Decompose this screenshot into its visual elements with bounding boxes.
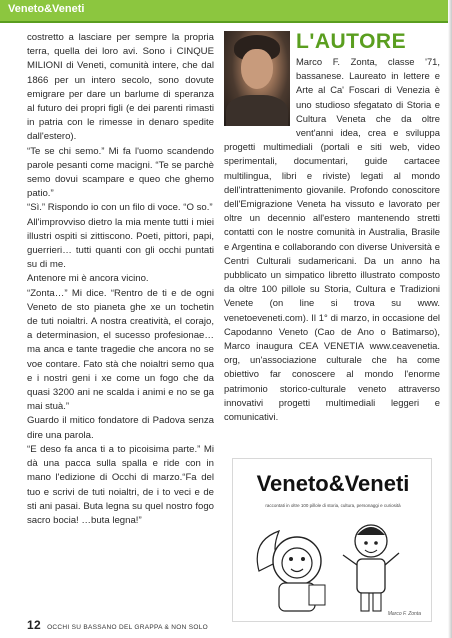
logo-title: Veneto&Veneti <box>256 471 410 496</box>
article-paragraph: “Sì.” Rispondo io con un filo di voce. “O so.” <box>27 202 213 214</box>
author-photo <box>224 31 290 126</box>
article-paragraph: “E deso fa anca ti a to picoisima parte.” Mi dà una pacca sulla spalla e ride con in mano l'edizione di Occhi di marzo.“Fa del tuo e scrivi de tuti noialtri, de i to veci e de sti ani pasai. Buta legna su quel nostro fogo sacro bocia! …buta legna!” <box>27 443 214 526</box>
author-column <box>224 31 440 424</box>
page-edge-shadow <box>448 0 452 638</box>
book-logo-illustration <box>232 458 432 622</box>
section-title: Veneto&Veneti <box>8 3 85 15</box>
page-number: 12 <box>27 618 41 632</box>
article-paragraph: “Zonta…” Mi dice. “Rentro de ti e de ogni Veneto de sto pianeta ghe xe un tochetin de tuti noialtri. A nostra creatività, el corajo, a determinasion, el sucesso profesionae… ma anca e tante tragedie che ancora no se voe contare. Fato stà che noialtri semo qua e i nostri geni i xe come un fogo che da quasi 3200 ani ne scalda i animi e no se ga mai stuà.” <box>27 287 214 413</box>
article-column <box>27 31 214 528</box>
author-heading: L'AUTORE <box>296 30 407 53</box>
publication-name: OCCHI SU BASSANO DEL GRAPPA & NON SOLO <box>47 624 209 631</box>
lion-and-character-illustration <box>249 511 421 615</box>
article-paragraph: costretto a lasciare per sempre la propria terra, quella dei loro avi. Sono i CINQUE MILIONI di Veneti, comunità intere, che dal 1866 per un intero secolo, sono dovute emigrare per dare un barlume di speranza al futuro dei propri figli (e dei parenti rimasti in patria con le rimesse in denaro spedite dall'estero). <box>27 32 214 143</box>
article-paragraph: “Te se chi semo.” Mi fa l'uomo scandendo parole pesanti come macigni. “Te se parchè semo dovui scampare e queo che ghemo patio.” <box>27 145 214 200</box>
logo-tagline: raccontati in oltre 100 pillole di storia, cultura, personaggi e curiosità <box>265 503 401 508</box>
page-footer <box>27 618 427 632</box>
article-paragraph: All'improvviso dietro la mia mente tutti i miei illustri ospiti si zittiscono. Poeti, pittori, papi, guerrieri… tutti quanti con gli occhi puntati su di me. <box>27 216 214 271</box>
article-paragraph: Guardo il mitico fondatore di Padova senza dire una parola. <box>27 415 214 441</box>
article-paragraph: Antenore mi è ancora vicino. <box>27 273 149 285</box>
illustrator-signature: Marco F. Zonta <box>387 611 421 617</box>
header-divider <box>0 21 452 23</box>
section-header <box>0 0 452 21</box>
author-bio: Marco F. Zonta, classe '71, bassanese. Laureato in lettere e Arte al Ca' Foscari di Venezia è uno studioso sfegatato di Storia e Cultura Veneta che da oltre vent'anni idea, crea e sviluppa progetti multimediali (portali e siti web, video sperimentali, documentari, guide cartacee multilingua, libri e riviste) legati al mondo dell'intrattenimento giovanile. Profondo conoscitore dell'Emigrazione Veneta ha vissuto e lavorato per oltre un decennio all'estero mantenendo stretti contatti con le nostre comunità in Australia, Brasile e Argentina e collaborando con diverse Università e Centri Culturali sudamericani. Da un anno ha pubblicato un simpatico libretto illustrato composto da oltre 100 pillole su Storia, Cultura e Tradizioni Venete (on line si trova su www. venetoeveneti.com). Il 1° di marzo, in occasione del Capodanno Veneto (Cao de Ano o Batimarso), Marco inaugura CEA VENETIA www.ceavenetia. org, un'associazione culturale che ha come obiettivo far conoscere al mondo l'enorme patrimonio storico-culturale veneto attraverso innovativi progetti multimediali leggeri e comunicativi. <box>224 56 440 423</box>
